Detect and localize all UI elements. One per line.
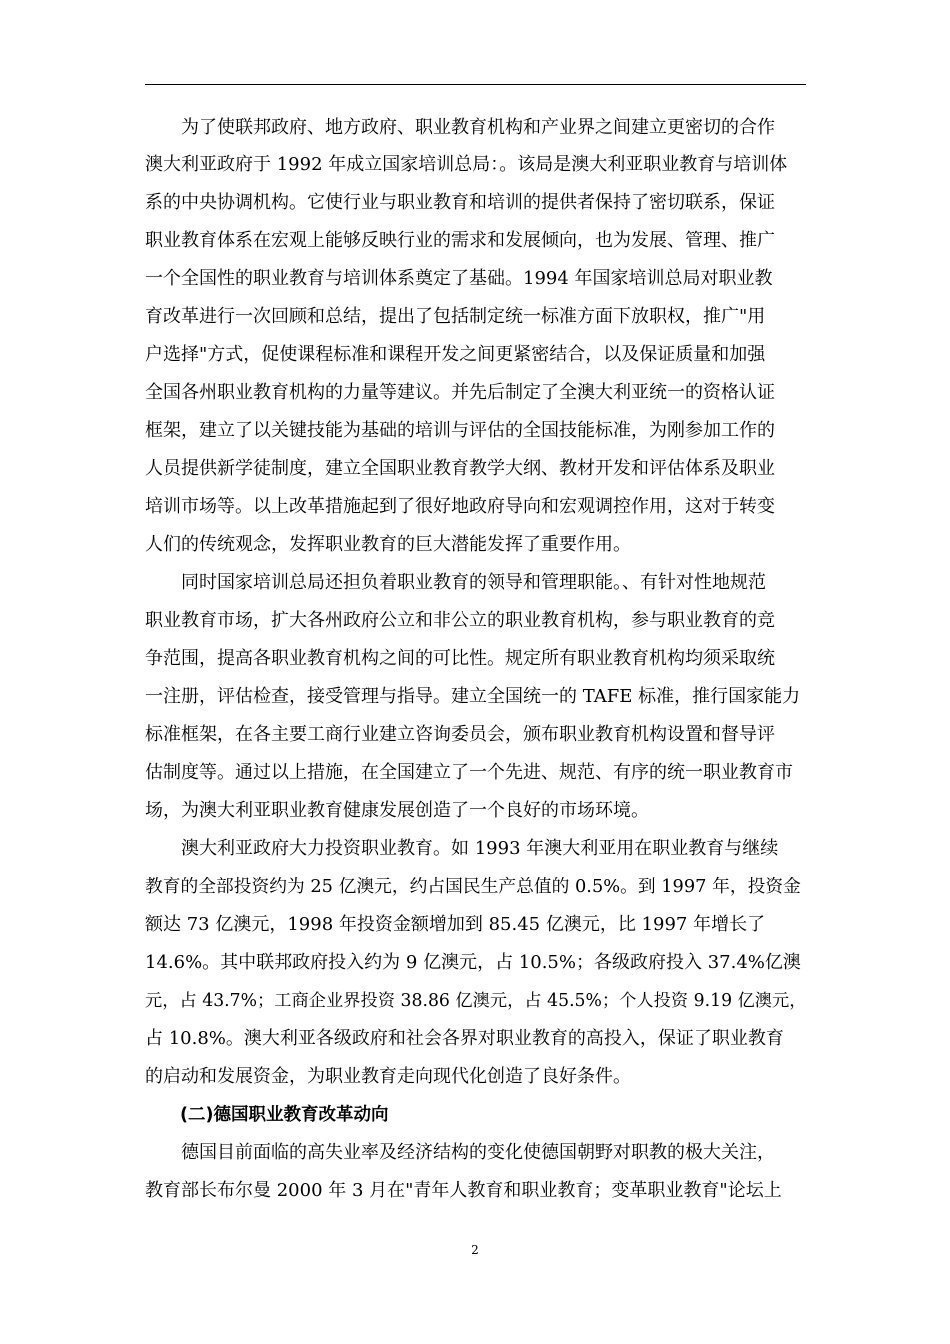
paragraph-line: 占 10.8%。澳大利亚各级政府和社会各界对职业教育的高投入，保证了职业教育 <box>145 1028 784 1049</box>
paragraph-line: 人们的传统观念，发挥职业教育的巨大潜能发挥了重要作用。 <box>145 534 631 555</box>
paragraph-line: 职业教育体系在宏观上能够反映行业的需求和发展倾向，也为发展、管理、推广 <box>145 230 775 251</box>
paragraph-line: 澳大利亚政府于 1992 年成立国家培训总局：。该局是澳大利亚职业教育与培训体 <box>145 154 788 175</box>
paragraph-line: 德国目前面临的高失业率及经济结构的变化使德国朝野对职教的极大关注， <box>145 1142 775 1163</box>
section-heading: (二)德国职业教育改革动向 <box>145 1105 389 1125</box>
paragraph-line: 争范围，提高各职业教育机构之间的可比性。规定所有职业教育机构均须采取统 <box>145 648 775 669</box>
paragraph-line: 元，占 43.7%；工商企业界投资 38.86 亿澳元，占 45.5%；个人投资 9.19 亿澳元， <box>145 991 807 1011</box>
paragraph-line: 标准框架，在各主要工商行业建立咨询委员会，颁布职业教育机构设置和督导评 <box>145 724 775 745</box>
paragraph-line: 估制度等。通过以上措施，在全国建立了一个先进、规范、有序的统一职业教育市 <box>145 762 793 783</box>
paragraph-line: 育改革进行一次回顾和总结，提出了包括制定统一标准方面下放职权，推广"用 <box>145 306 766 327</box>
paragraph-line: 一注册，评估检查，接受管理与指导。建立全国统一的 TAFE 标准，推行国家能力 <box>145 686 801 707</box>
header-rule <box>145 84 806 85</box>
paragraph-line: 户选择"方式，促使课程标准和课程开发之间更紧密结合，以及保证质量和加强 <box>145 344 766 365</box>
paragraph-line: 额达 73 亿澳元，1998 年投资金额增加到 85.45 亿澳元，比 1997 年增长了 <box>145 914 766 935</box>
paragraph-line: 的启动和发展资金，为职业教育走向现代化创造了良好条件。 <box>145 1066 631 1087</box>
paragraph-line: 澳大利亚政府大力投资职业教育。如 1993 年澳大利亚用在职业教育与继续 <box>145 838 779 859</box>
paragraph-line: 同时国家培训总局还担负着职业教育的领导和管理职能。、有针对性地规范 <box>145 572 766 593</box>
paragraph-line: 全国各州职业教育机构的力量等建议。并先后制定了全澳大利亚统一的资格认证 <box>145 382 775 403</box>
paragraph-line: 职业教育市场，扩大各州政府公立和非公立的职业教育机构，参与职业教育的竞 <box>145 610 775 631</box>
paragraph-line: 框架，建立了以关键技能为基础的培训与评估的全国技能标准，为刚参加工作的 <box>145 420 775 441</box>
paragraph-line: 为了使联邦政府、地方政府、职业教育机构和产业界之间建立更密切的合作 <box>145 117 775 138</box>
paragraph-line: 教育的全部投资约为 25 亿澳元，约占国民生产总值的 0.5%。到 1997 年，投资金 <box>145 877 801 897</box>
paragraph-line: 系的中央协调机构。它使行业与职业教育和培训的提供者保持了密切联系，保证 <box>145 192 775 213</box>
paragraph-line: 场，为澳大利亚职业教育健康发展创造了一个良好的市场环境。 <box>145 800 649 821</box>
page-number: 2 <box>471 1243 479 1257</box>
paragraph-line: 14.6%。其中联邦政府投入约为 9 亿澳元，占 10.5%；各级政府投入 37.4%亿澳 <box>145 952 801 973</box>
paragraph-line: 教育部长布尔曼 2000 年 3 月在"青年人教育和职业教育；变革职业教育"论坛上 <box>145 1180 782 1201</box>
paragraph-line: 人员提供新学徒制度，建立全国职业教育教学大纲、教材开发和评估体系及职业 <box>145 458 775 479</box>
paragraph-line: 培训市场等。以上改革措施起到了很好地政府导向和宏观调控作用，这对于转变 <box>145 496 775 517</box>
paragraph-line: 一个全国性的职业教育与培训体系奠定了基础。1994 年国家培训总局对职业教 <box>145 268 773 289</box>
